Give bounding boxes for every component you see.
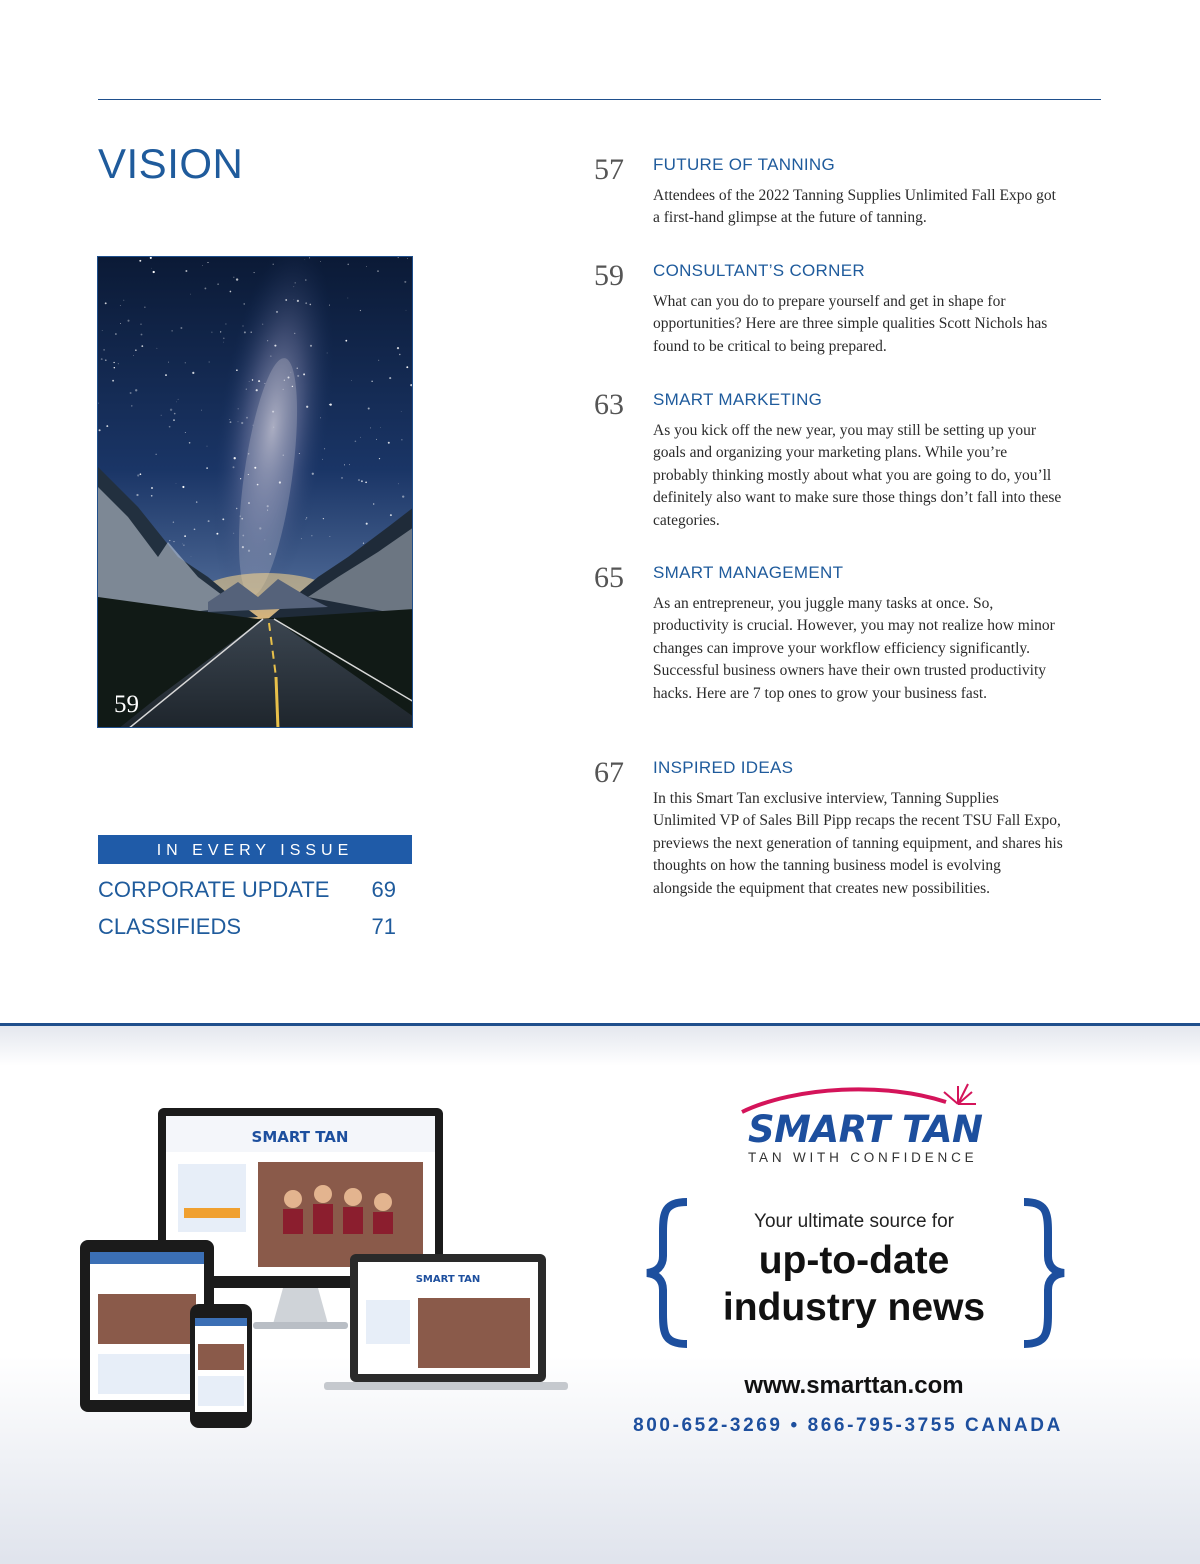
- toc-description: As you kick off the new year, you may still be setting up your goals and organizing your marketing plans. While you’re probably thinking mostly about what you are going to do, you’ll definitely also want to make sure those things don’t fall into these categories.: [653, 422, 1062, 529]
- svg-text:SMART TAN: SMART TAN: [251, 1128, 349, 1146]
- feature-photo: [97, 256, 413, 728]
- right-brace-icon: [1018, 1198, 1068, 1348]
- ad-intro-text: Your ultimate source for: [754, 1211, 954, 1232]
- toc-description: In this Smart Tan exclusive interview, Tanning Supplies Unlimited VP of Sales Bill Pipp recaps the recent TSU Fall Expo, previews the next generation of tanning equipment, and shares his thoughts on how the tanning business model is evolving alongside the equipment that creates new possibilities.: [653, 790, 1063, 897]
- section-title: VISION: [98, 140, 244, 187]
- toc-page-number: 65: [594, 561, 624, 594]
- svg-text:SMART TAN: SMART TAN: [415, 1274, 481, 1285]
- toc-title: INSPIRED IDEAS: [653, 758, 794, 777]
- issue-item-label: CLASSIFIEDS: [98, 914, 242, 939]
- photo-page-number: 59: [114, 691, 139, 718]
- toc-page-number: 57: [594, 153, 624, 186]
- toc-title: SMART MARKETING: [653, 390, 823, 409]
- issue-item-classifieds[interactable]: [98, 914, 398, 944]
- ad-website-link[interactable]: www.smarttan.com: [744, 1372, 964, 1399]
- milky-way-road-image: [98, 257, 413, 728]
- devices-mockup-image: [78, 1104, 573, 1434]
- toc-title: SMART MANAGEMENT: [653, 563, 844, 582]
- smart-tan-logo: SMART TAN: [748, 1108, 983, 1151]
- issue-item-page: 69: [371, 877, 396, 902]
- toc-title: CONSULTANT’S CORNER: [653, 261, 865, 280]
- ad-headline-line-2: industry news: [722, 1286, 986, 1329]
- toc-page-number: 63: [594, 388, 624, 421]
- toc-page-number: 59: [594, 259, 624, 292]
- top-divider: [98, 99, 1101, 100]
- issue-item-page: 71: [371, 914, 396, 939]
- logo-tagline: TAN WITH CONFIDENCE: [748, 1150, 978, 1165]
- ad-headline-line-1: up-to-date: [758, 1239, 950, 1282]
- in-every-issue-heading: IN EVERY ISSUE: [98, 835, 412, 864]
- toc-page-number: 67: [594, 756, 624, 789]
- toc-description: Attendees of the 2022 Tanning Supplies Unlimited Fall Expo got a first-hand glimpse at the future of tanning.: [653, 187, 1056, 227]
- issue-item-label: CORPORATE UPDATE: [98, 877, 330, 902]
- ad-headline: [700, 1237, 1008, 1331]
- toc-title: FUTURE OF TANNING: [653, 155, 836, 174]
- toc-description: What can you do to prepare yourself and get in shape for opportunities? Here are three simple qualities Scott Nichols has found to be critical to being prepared.: [653, 293, 1048, 355]
- issue-item-corporate-update[interactable]: [98, 877, 398, 907]
- ad-phone-numbers: 800-652-3269 • 866-795-3755 CANADA: [633, 1415, 1063, 1436]
- left-brace-icon: [643, 1198, 693, 1348]
- toc-description: As an entrepreneur, you juggle many tasks at once. So, productivity is crucial. However, you may not realize how minor changes can improve your workflow efficiency significantly. Successful business owners have their own trusted productivity hacks. Here are 7 top ones to grow your business fast.: [653, 595, 1055, 702]
